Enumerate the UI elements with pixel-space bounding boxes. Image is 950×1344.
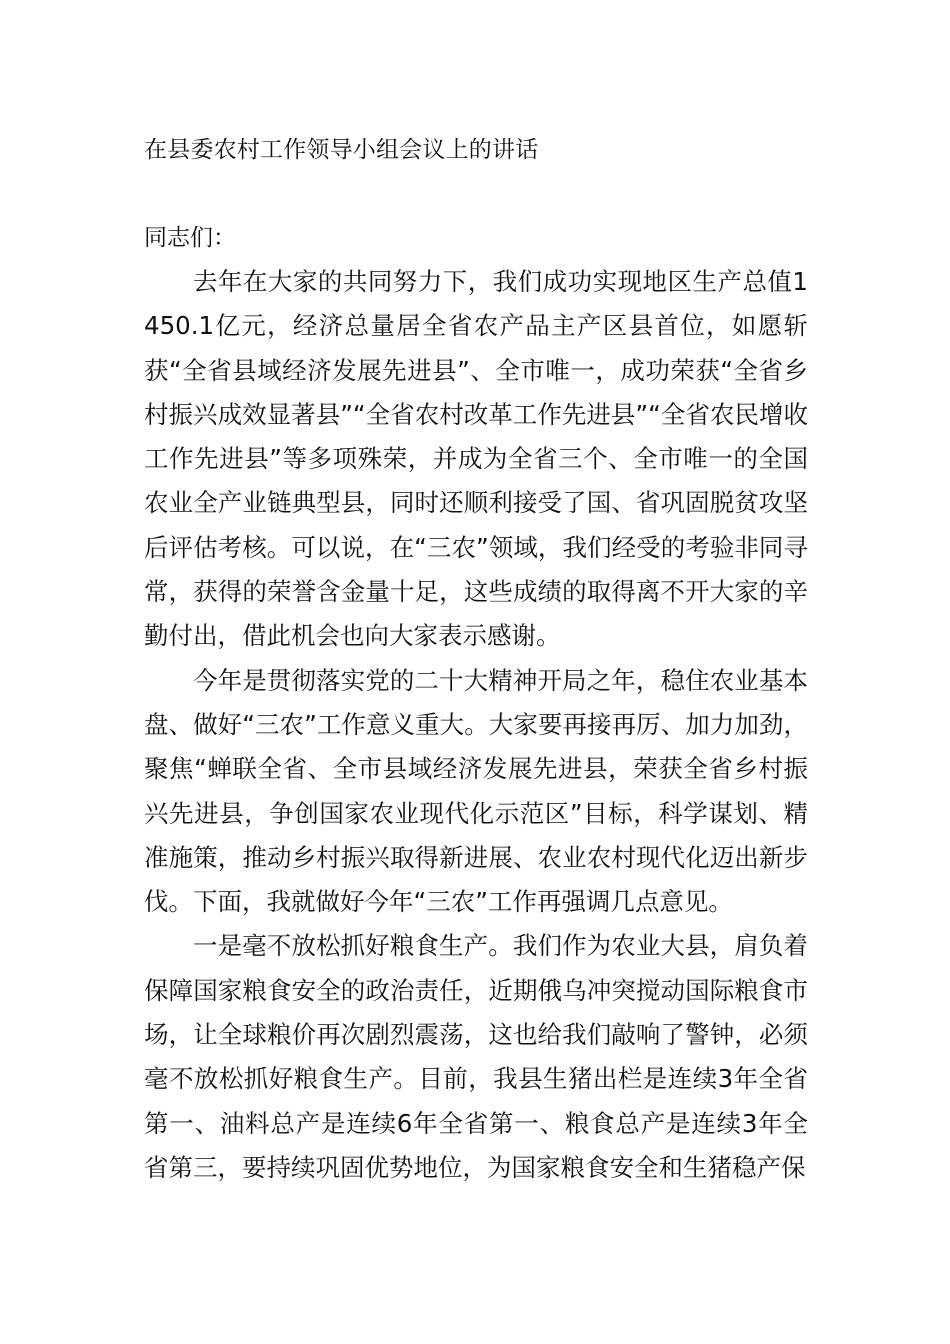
document-body [144, 128, 808, 1190]
paragraph-1: 去年在大家的共同努力下，我们成功实现地区生产总值1450.1亿元，经济总量居全省农产品主产区县首位，如愿斩获“全省县域经济发展先进县”、全市唯一，成功荣获“全省乡村振兴成效显著县”“全省农村改革工作先进县”“全省农民增收工作先进县”等多项殊荣，并成为全省三个、全市唯一的全国农业全产业链典型县，同时还顺利接受了国、省巩固脱贫攻坚后评估考核。可以说，在“三农”领域，我们经受的考验非同寻常，获得的荣誉含金量十足，这些成绩的取得离不开大家的辛勤付出，借此机会也向大家表示感谢。 [144, 267, 808, 651]
paragraph-3: 一是毫不放松抓好粮食生产。我们作为农业大县，肩负着保障国家粮食安全的政治责任，近期俄乌冲突搅动国际粮食市场，让全球粮价再次剧烈震荡，这也给我们敲响了警钟，必须毫不放松抓好粮食生产。目前，我县生猪出栏是连续3年全省第一、油料总产是连续6年全省第一、粮食总产是连续3年全省第三，要持续巩固优势地位，为国家粮食安全和生猪稳产保 [144, 931, 808, 1182]
salutation: 同志们： [144, 225, 236, 251]
document-title: 在县委农村工作领导小组会议上的讲话 [144, 137, 539, 163]
paragraph-2: 今年是贯彻落实党的二十大精神开局之年，稳住农业基本盘、做好“三农”工作意义重大。大家要再接再厉、加力加劲，聚焦“蝉联全省、全市县域经济发展先进县，荣获全省乡村振兴先进县，争创国家农业现代化示范区”目标，科学谋划、精准施策，推动乡村振兴取得新进展、农业农村现代化迈出新步伐。下面，我就做好今年“三农”工作再强调几点意见。 [144, 665, 808, 917]
